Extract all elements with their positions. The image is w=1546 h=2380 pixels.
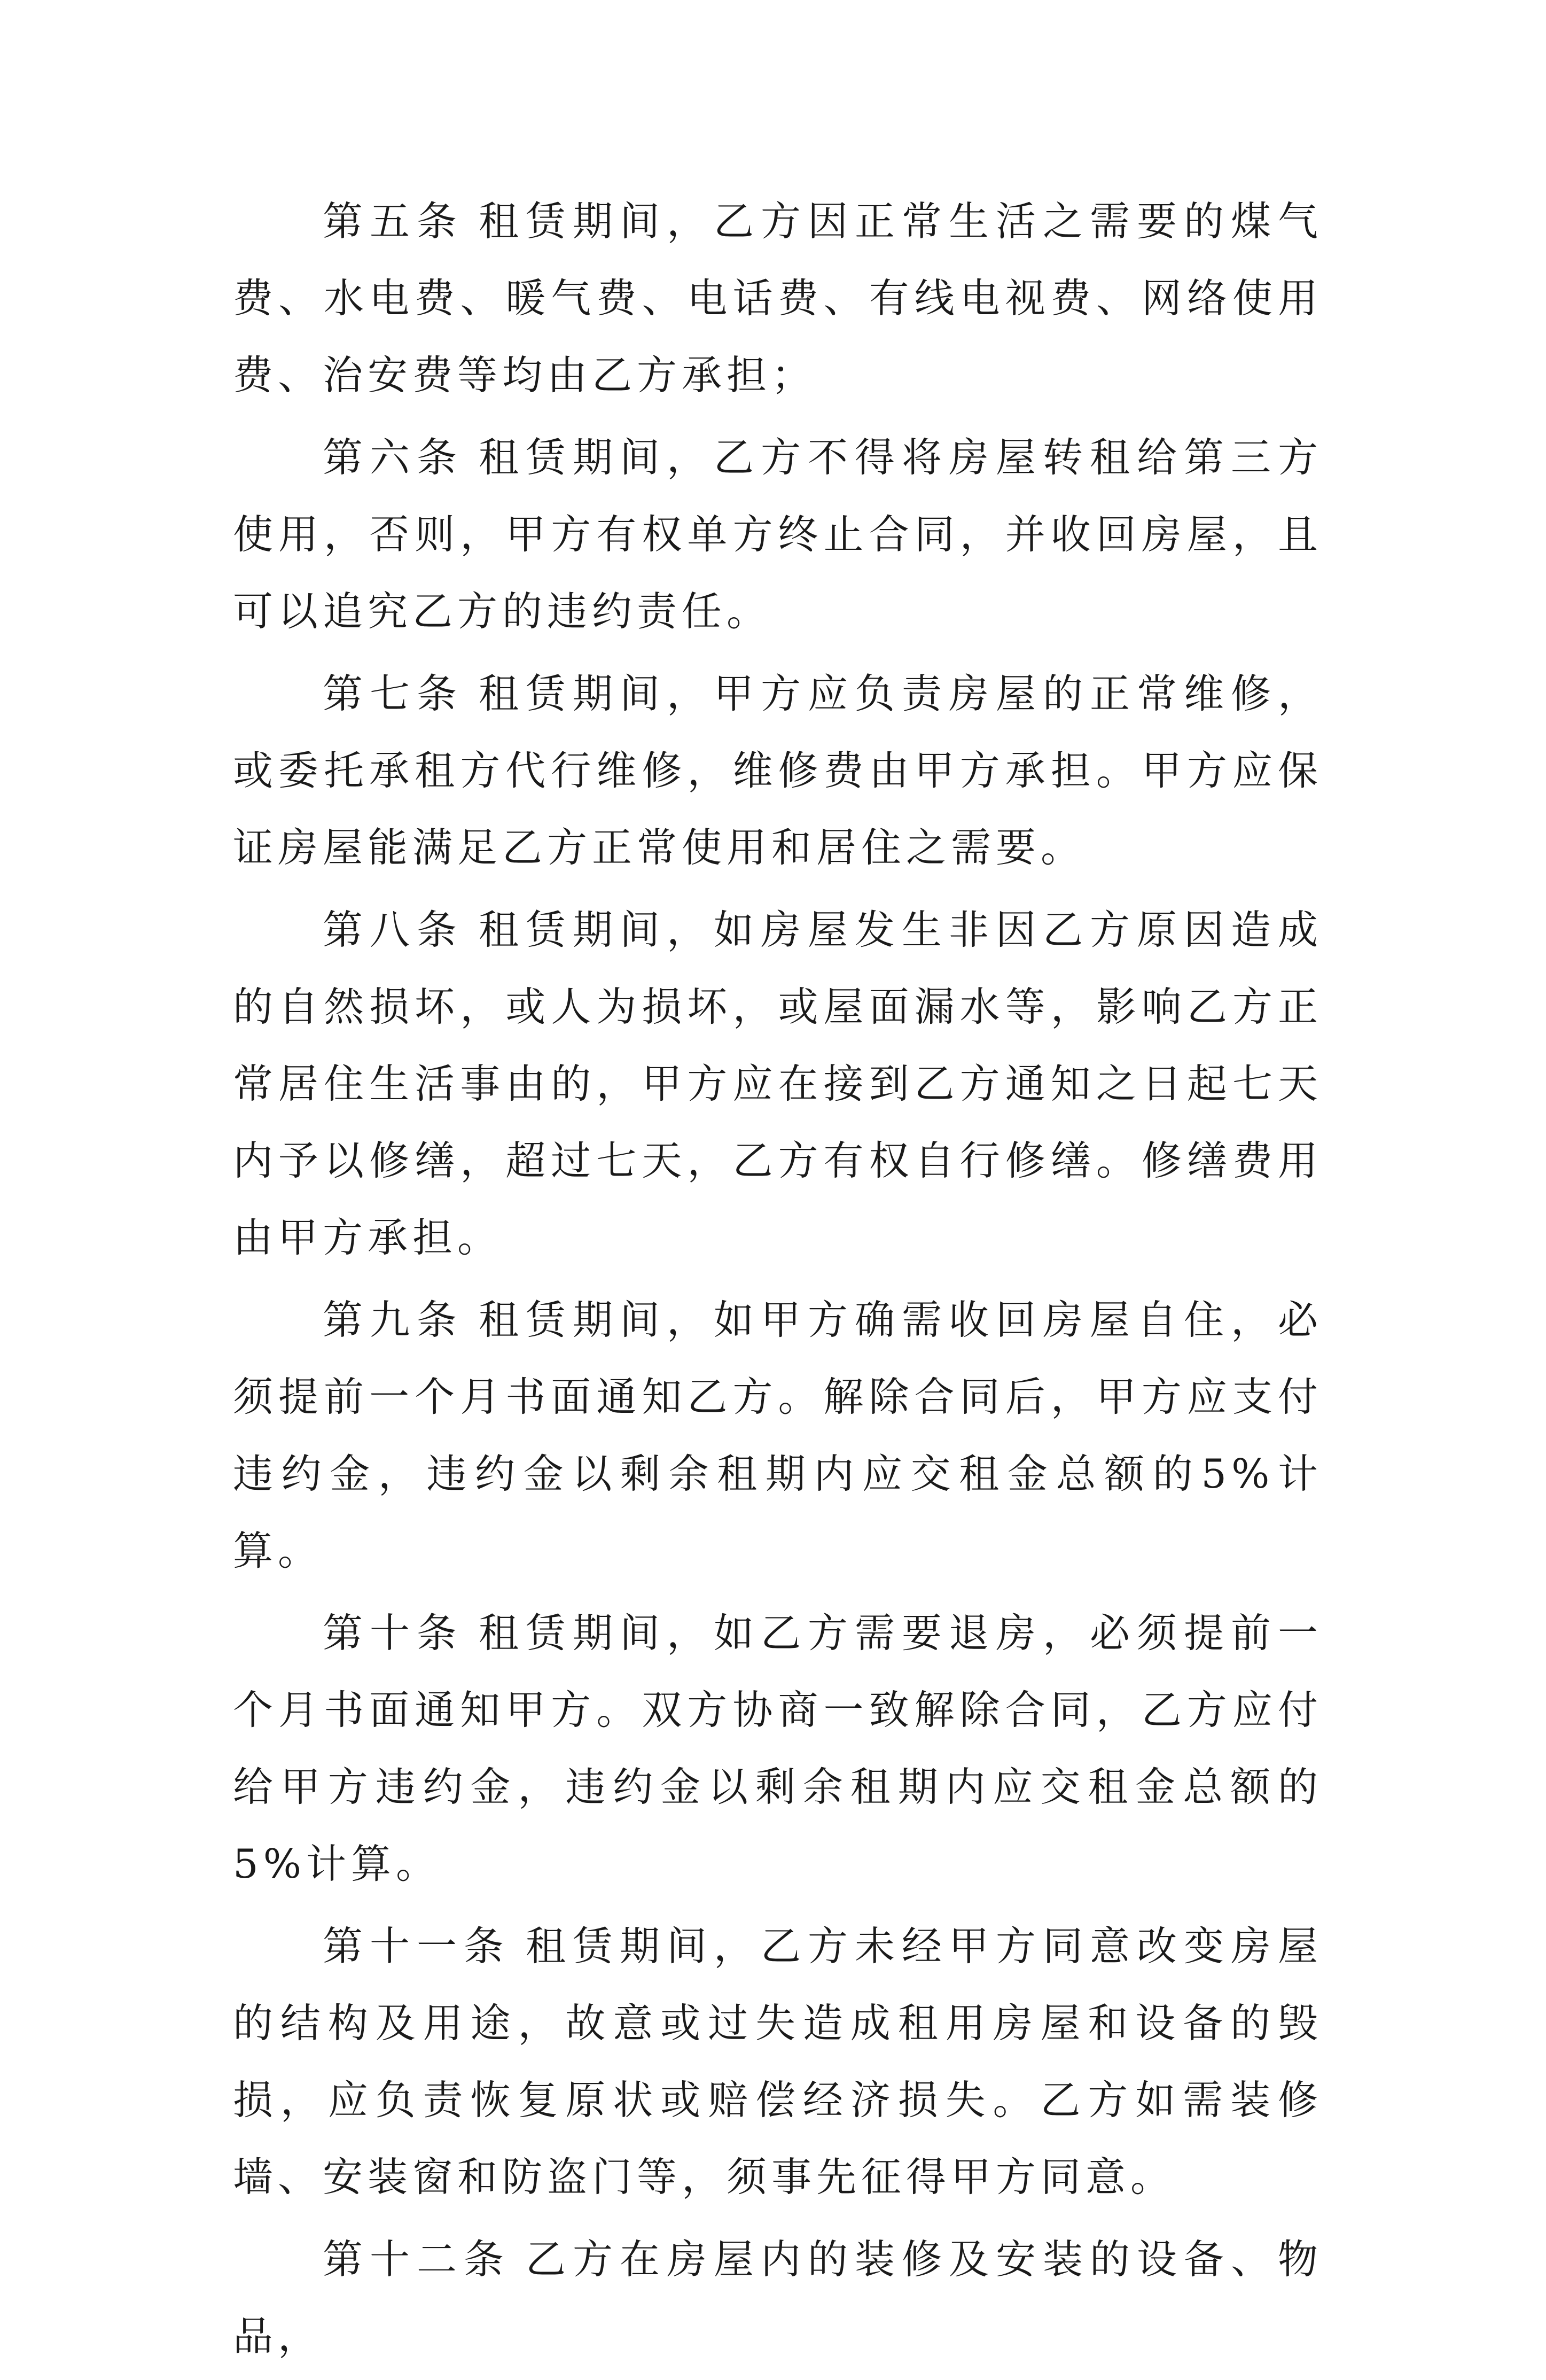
- article-number: 第十一条: [323, 1923, 511, 1970]
- article-7: [233, 655, 1323, 886]
- document-body: [233, 183, 1323, 2380]
- article-10: [233, 1595, 1323, 1902]
- article-9: [233, 1281, 1323, 1589]
- article-number: 第六条: [323, 434, 464, 481]
- article-number: 第十条: [323, 1609, 464, 1656]
- article-text: 租赁期间，乙方因正常生活之需要的煤气费、水电费、暖气费、电话费、有线电视费、网络使用费、治安费等均由乙方承担；: [233, 198, 1323, 399]
- article-text: 租赁期间，乙方不得将房屋转租给第三方使用，否则，甲方有权单方终止合同，并收回房屋，且可以追究乙方的违约责任。: [233, 434, 1323, 635]
- article-8: [233, 891, 1323, 1276]
- article-text: 租赁期间，如乙方需要退房，必须提前一个月书面通知甲方。双方协商一致解除合同，乙方应付给甲方违约金，违约金以剩余租期内应交租金总额的5%计算。: [233, 1609, 1323, 1887]
- article-number: 第八条: [323, 906, 464, 953]
- article-text: 乙方在房屋内的装修及安装的设备、物品，: [233, 2236, 1323, 2360]
- article-text: 租赁期间，如甲方确需收回房屋自住，必须提前一个月书面通知乙方。解除合同后，甲方应支付违约金，违约金以剩余租期内应交租金总额的5%计算。: [233, 1296, 1323, 1574]
- article-5: [233, 183, 1323, 414]
- article-11: [233, 1908, 1323, 2215]
- article-number: 第五条: [323, 198, 464, 245]
- article-number: 第十二条: [323, 2236, 511, 2283]
- article-text: 租赁期间，乙方未经甲方同意改变房屋的结构及用途，故意或过失造成租用房屋和设备的毁损，应负责恢复原状或赔偿经济损失。乙方如需装修墙、安装窗和防盗门等，须事先征得甲方同意。: [233, 1923, 1323, 2200]
- article-text: 租赁期间，甲方应负责房屋的正常维修，或委托承租方代行维修，维修费由甲方承担。甲方应保证房屋能满足乙方正常使用和居住之需要。: [233, 670, 1323, 871]
- article-text: 租赁期间，如房屋发生非因乙方原因造成的自然损坏，或人为损坏，或屋面漏水等，影响乙方正常居住生活事由的，甲方应在接到乙方通知之日起七天内予以修缮，超过七天，乙方有权自行修缮。修缮费用由甲方承担。: [233, 906, 1323, 1261]
- article-6: [233, 419, 1323, 650]
- article-number: 第九条: [323, 1296, 464, 1343]
- article-12: [233, 2221, 1323, 2375]
- article-number: 第七条: [323, 670, 464, 717]
